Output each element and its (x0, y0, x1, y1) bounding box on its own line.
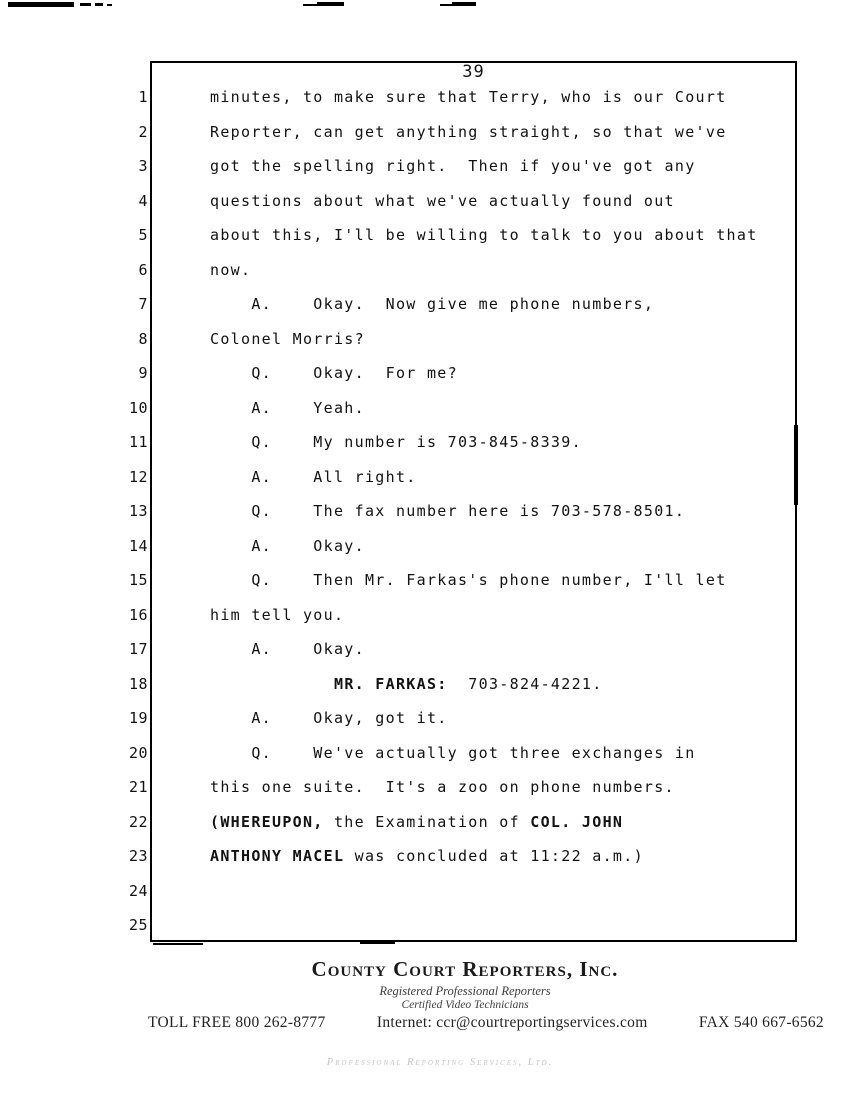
footer-internet: Internet: ccr@courtreportingservices.com (376, 1014, 648, 1031)
line-number: 6 (138, 260, 148, 279)
line-text: A. Okay. Now give me phone numbers, (210, 295, 655, 313)
transcript-line (118, 847, 790, 882)
transcript-line (118, 640, 790, 675)
transcript-line (118, 709, 790, 744)
line-text: (WHEREUPON, the Examination of COL. JOHN (210, 812, 624, 831)
line-text: Colonel Morris? (210, 329, 365, 348)
transcript-line (118, 813, 790, 848)
line-number: 20 (128, 743, 148, 762)
line-text: A. Okay, got it. (210, 709, 448, 727)
line-text: A. Okay. (210, 536, 365, 555)
line-number: 9 (138, 364, 148, 382)
line-number: 11 (128, 433, 148, 451)
line-number: 17 (128, 640, 148, 658)
transcript-line (118, 364, 790, 399)
line-text: A. Yeah. (210, 398, 365, 417)
line-number: 16 (128, 605, 148, 624)
footer-contact-line (148, 1014, 824, 1032)
line-text: minutes, to make sure that Terry, who is our Court (210, 88, 727, 106)
line-number: 7 (138, 295, 148, 313)
line-text: this one suite. It's a zoo on phone numbers. (210, 778, 675, 796)
line-text: Q. The fax number here is 703-578-8501. (210, 502, 686, 520)
line-text: questions about what we've actually found out (210, 191, 675, 210)
transcript-line (118, 330, 790, 365)
transcript-line (118, 157, 790, 192)
line-number: 13 (128, 502, 148, 520)
transcript-line (118, 468, 790, 503)
line-text: A. Okay. (210, 640, 365, 658)
transcript-line (118, 261, 790, 296)
line-number: 19 (128, 709, 148, 727)
line-number: 24 (128, 881, 148, 900)
line-text: Reporter, can get anything straight, so that we've (210, 122, 727, 141)
line-text: MR. FARKAS: 703-824-4221. (333, 674, 603, 693)
transcript-line (118, 537, 790, 572)
line-number: 22 (128, 812, 148, 831)
line-text: him tell you. (210, 605, 345, 624)
line-text: ANTHONY MACEL was concluded at 11:22 a.m.) (210, 847, 644, 865)
line-number: 2 (138, 122, 148, 141)
line-number: 15 (128, 571, 148, 589)
line-number: 14 (128, 536, 148, 555)
transcript-line (118, 744, 790, 779)
transcript-line (118, 226, 790, 261)
transcript-line (118, 502, 790, 537)
footer-faint-stamp: Professional Reporting Services, Ltd. (326, 1057, 554, 1068)
transcript-line (118, 88, 790, 123)
line-number: 18 (128, 674, 148, 693)
transcript-line (118, 433, 790, 468)
line-number: 3 (138, 157, 148, 175)
line-text: got the spelling right. Then if you've got any (210, 157, 696, 175)
transcript-line (118, 675, 790, 710)
transcript-line (118, 882, 790, 917)
line-number: 10 (128, 398, 148, 417)
line-text: Q. My number is 703-845-8339. (210, 433, 582, 451)
line-text: Q. Then Mr. Farkas's phone number, I'll let (210, 571, 727, 589)
line-number: 1 (138, 88, 148, 106)
footer-company-name: County Court Reporters, Inc. (311, 957, 619, 981)
transcript-line (118, 606, 790, 641)
page-number: 39 (462, 62, 485, 82)
transcript-line (118, 916, 790, 951)
line-text: A. All right. (210, 467, 417, 486)
transcript-line (118, 571, 790, 606)
line-number: 8 (138, 329, 148, 348)
footer-tagline-video: Certified Video Technicians (401, 999, 529, 1011)
transcript-line (118, 123, 790, 158)
footer-toll-free: TOLL FREE 800 262-8777 (148, 1014, 326, 1031)
transcript-line (118, 399, 790, 434)
line-text: about this, I'll be willing to talk to you about that (210, 226, 758, 244)
line-number: 23 (128, 847, 148, 865)
line-number: 21 (128, 778, 148, 796)
transcript-line (118, 778, 790, 813)
line-text: now. (210, 260, 252, 279)
transcript-line (118, 192, 790, 227)
line-text: Q. We've actually got three exchanges in (210, 743, 696, 762)
footer-fax: FAX 540 667-6562 (698, 1014, 824, 1031)
footer-tagline-reporters: Registered Professional Reporters (379, 984, 551, 998)
transcript-line (118, 295, 790, 330)
line-number: 12 (128, 467, 148, 486)
line-number: 4 (138, 191, 148, 210)
line-number: 25 (128, 916, 148, 934)
line-number: 5 (138, 226, 148, 244)
line-text: Q. Okay. For me? (210, 364, 458, 382)
